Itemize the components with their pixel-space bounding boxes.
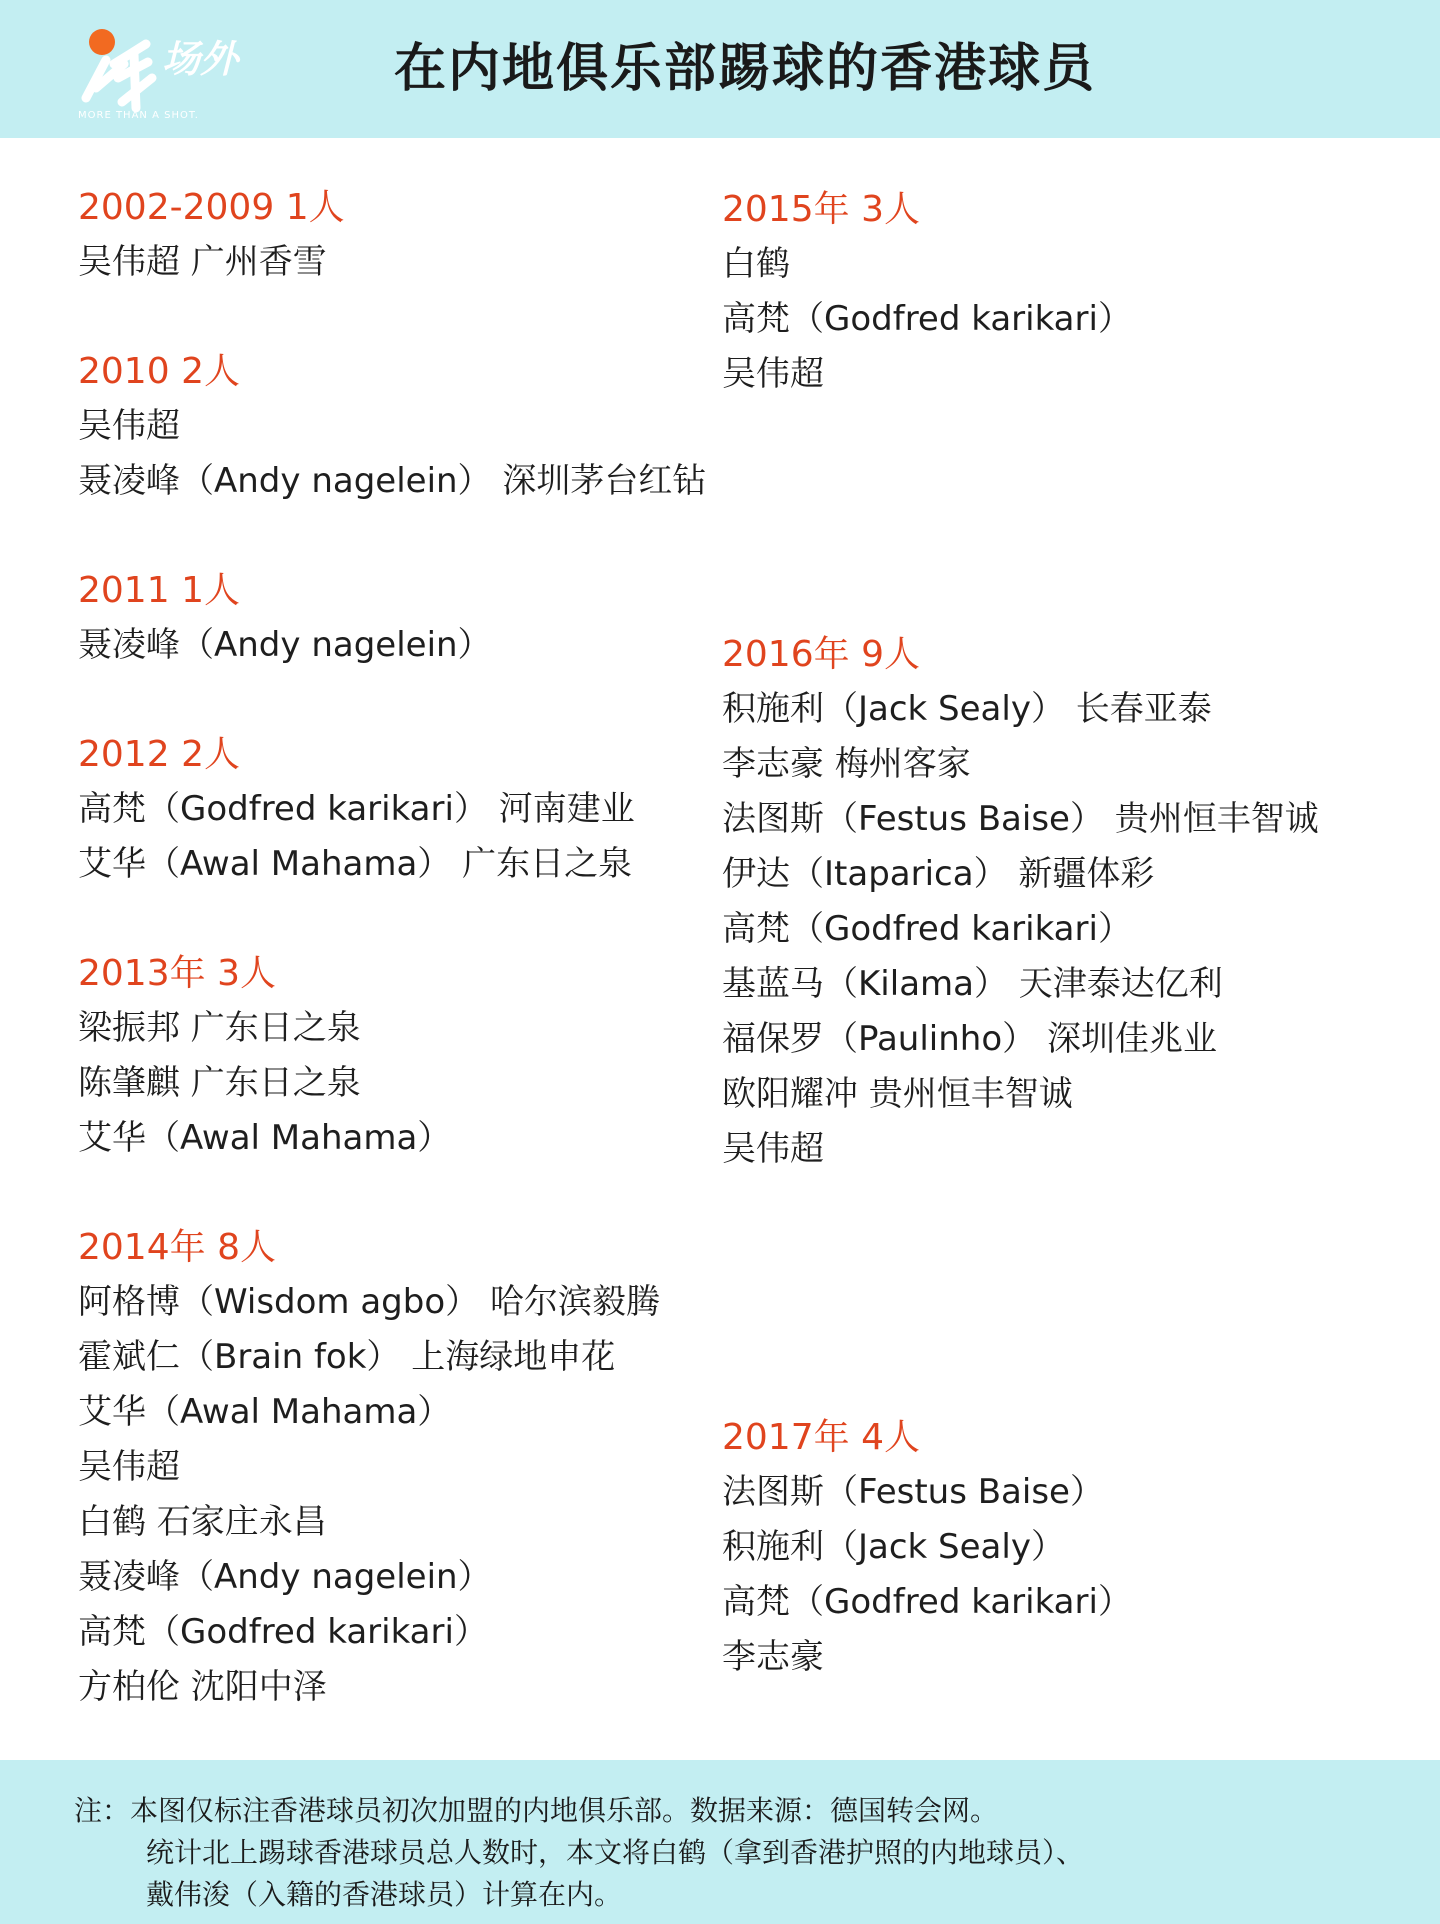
player-count: 8人 [217, 1227, 276, 1268]
player-entry: 李志豪 [722, 1637, 824, 1677]
player-entry: 吴伟超 [78, 406, 180, 446]
logo-text: 场外 [162, 37, 239, 81]
player-entry: 吴伟超 [722, 1129, 824, 1169]
player-entry: 白鹤 [722, 244, 790, 284]
year-heading [78, 1220, 660, 1275]
player-entry: 李志豪 梅州客家 [722, 744, 971, 784]
player-entry: 高梵（Godfred karikari） [722, 299, 1132, 339]
player-count: 2人 [181, 351, 240, 392]
year-section-2013 [78, 946, 451, 1166]
year-heading [78, 563, 492, 618]
year-label: 2014年 [78, 1227, 206, 1268]
year-label: 2017年 [722, 1417, 850, 1458]
year-section-2015 [722, 182, 1132, 402]
year-heading [78, 344, 706, 399]
player-count: 3人 [217, 953, 276, 994]
year-label: 2010 [78, 351, 170, 392]
logo-brushstroke-icon [86, 44, 152, 108]
player-entry: 伊达（Itaparica） 新疆体彩 [722, 854, 1155, 894]
year-section-2010 [78, 344, 706, 509]
player-entry: 基蓝马（Kilama） 天津泰达亿利 [722, 964, 1223, 1004]
year-heading [722, 182, 1132, 237]
year-heading [78, 727, 635, 782]
player-entry: 阿格博（Wisdom agbo） 哈尔滨毅腾 [78, 1282, 660, 1322]
player-entry: 吴伟超 [78, 1447, 180, 1487]
player-entry: 梁振邦 广东日之泉 [78, 1008, 361, 1048]
player-entry: 白鹤 石家庄永昌 [78, 1502, 327, 1542]
year-label: 2016年 [722, 634, 850, 675]
player-entry: 吴伟超 [722, 354, 824, 394]
player-entry: 艾华（Awal Mahama） [78, 1118, 452, 1158]
player-entry: 方柏伦 沈阳中泽 [78, 1667, 327, 1707]
year-heading [722, 627, 1319, 682]
player-entry: 聂凌峰（Andy nagelein） 深圳茅台红钻 [78, 461, 707, 501]
header-banner [0, 0, 1440, 138]
footnote-line: 戴伟浚（入籍的香港球员）计算在内。 [146, 1878, 623, 1911]
player-entry: 聂凌峰（Andy nagelein） [78, 625, 492, 665]
player-entry: 艾华（Awal Mahama） 广东日之泉 [78, 844, 633, 884]
player-entry: 法图斯（Festus Baise） [722, 1472, 1104, 1512]
year-section-2014 [78, 1220, 660, 1715]
year-label: 2011 [78, 570, 170, 611]
logo-dot-icon [89, 29, 115, 55]
year-section-2016 [722, 627, 1319, 1177]
player-count: 1人 [181, 570, 240, 611]
year-heading [78, 180, 345, 235]
logo-graphic [78, 18, 248, 122]
player-entry: 欧阳耀冲 贵州恒丰智诚 [722, 1074, 1073, 1114]
player-entry: 积施利（Jack Sealy） [722, 1527, 1065, 1567]
player-entry: 积施利（Jack Sealy） 长春亚泰 [722, 689, 1212, 729]
year-section-2012 [78, 727, 635, 892]
player-count: 9人 [861, 634, 920, 675]
footnote-line: 注：本图仅标注香港球员初次加盟的内地俱乐部。数据来源：德国转会网。 [74, 1794, 999, 1827]
footnote [74, 1790, 1394, 1916]
player-entry: 吴伟超 广州香雪 [78, 242, 327, 282]
player-entry: 霍斌仁（Brain fok） 上海绿地申花 [78, 1337, 616, 1377]
player-count: 3人 [861, 189, 920, 230]
year-label: 2013年 [78, 953, 206, 994]
player-count: 1人 [285, 187, 345, 228]
player-entry: 高梵（Godfred karikari） [722, 1582, 1132, 1622]
player-entry: 聂凌峰（Andy nagelein） [78, 1557, 492, 1597]
year-section-2017 [722, 1410, 1132, 1685]
year-section-2002-2009 [78, 180, 345, 290]
year-label: 2015年 [722, 189, 850, 230]
player-entry: 法图斯（Festus Baise） 贵州恒丰智诚 [722, 799, 1319, 839]
player-entry: 高梵（Godfred karikari） [78, 1612, 488, 1652]
page-title: 在内地俱乐部踢球的香港球员 [393, 39, 1096, 99]
player-entry: 陈肇麒 广东日之泉 [78, 1063, 361, 1103]
player-entry: 艾华（Awal Mahama） [78, 1392, 452, 1432]
player-count: 2人 [181, 734, 240, 775]
year-heading [78, 946, 451, 1001]
logo [78, 18, 248, 122]
footer-note-banner [0, 1760, 1440, 1924]
year-label: 2012 [78, 734, 170, 775]
year-section-2011 [78, 563, 492, 673]
year-label: 2002-2009 [78, 187, 275, 228]
year-heading [722, 1410, 1132, 1465]
footnote-line: 统计北上踢球香港球员总人数时，本文将白鹤（拿到香港护照的内地球员）、 [146, 1836, 1085, 1869]
player-entry: 高梵（Godfred karikari） 河南建业 [78, 789, 635, 829]
player-entry: 福保罗（Paulinho） 深圳佳兆业 [722, 1019, 1217, 1059]
player-entry: 高梵（Godfred karikari） [722, 909, 1132, 949]
player-count: 4人 [861, 1417, 920, 1458]
logo-tagline: MORE THAN A SHOT. [78, 110, 199, 121]
